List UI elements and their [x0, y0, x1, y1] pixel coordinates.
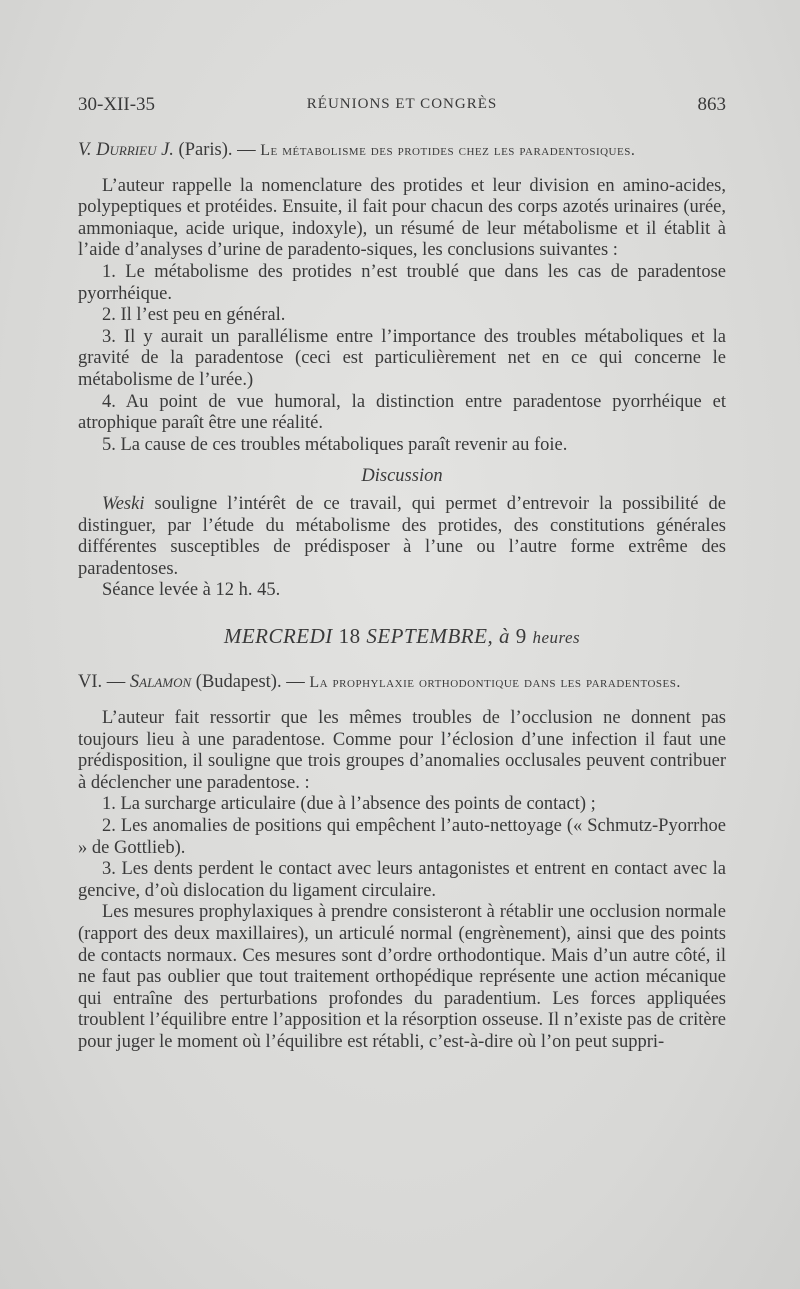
item-5-heading: V. Durrieu J. (Paris). — Le métabolisme des protides chez les paradentosiques. [78, 140, 636, 160]
paragraph-1: L’auteur rappelle la nomenclature des protides et leur division en amino-acides, polypeptiques et protéides. Ensuite, il fait pour chacun des corps azotés urinaires (urée, ammoniaque, acide urique, indoxyle), un résumé de leur métabolisme et il établit à l’aide d’analyses d’urine de paradento-siques, les conclusions suivantes : [78, 175, 726, 261]
conclusion-5: 5. La cause de ces troubles métaboliques paraît revenir au foie. [102, 434, 568, 455]
group-3: 3. Les dents perdent le contact avec leurs antagonistes et entrent en contact avec la gencive, d’où dislocation du ligament circulaire. [78, 859, 726, 901]
discussion-paragraph: Weski souligne l’intérêt de ce travail, qui permet d’entrevoir la possibilité de distinguer, par l’étude du métabolisme des protides, des constitutions générales différentes susceptibles de prédisposer à l’une ou l’autre forme extrême des paradentoses. [78, 493, 726, 579]
discussion-heading: Discussion [361, 466, 443, 487]
conclusion-2: 2. Il l’est peu en général. [102, 305, 286, 326]
day-heading: MERCREDI 18 SEPTEMBRE, à 9 heures [223, 623, 581, 648]
item-6-author: Salamon [129, 672, 192, 693]
page-number: 863 [697, 94, 726, 115]
group-1: 1. La surcharge articulaire (due à l’absence des points de contact) ; [102, 794, 596, 815]
conclusion-3: 3. Il y aurait un parallélisme entre l’importance des troubles métaboliques et la gravité de la paradentose (ceci est particulièrement net en ce qui concerne le métabolisme de l’urée.) [78, 326, 726, 390]
discussion-speaker: Weski [102, 493, 145, 514]
item-6-heading: VI. — Salamon (Budapest). — La prophylaxie orthodontique dans les paradentoses. [78, 672, 681, 693]
paragraph-3: Les mesures prophylaxiques à prendre consisteront à rétablir une occlusion normale (rapport des deux maxillaires), un articulé normal (engrènement), ainsi que des points de contacts normaux. Ces mesures sont d’ordre orthodontique. Mais d’un autre côté, il ne faut pas oublier que tout traitement orthopédique représente une action mécanique qui entraîne des perturbations profondes du paradentium. Les forces appliquées troublent l’équilibre entre l’apposition et la résorption osseuse. Il n’existe pas de critère pour juger le moment où l’équilibre est rétabli, c’est-à-dire où l’on peut suppri- [78, 902, 726, 1052]
running-header [78, 94, 726, 122]
body-text [78, 140, 726, 1054]
item-5-place: (Paris). [178, 140, 233, 160]
header-date: 30-XII-35 [78, 94, 156, 115]
group-2: 2. Les anomalies de positions qui empêchent l’auto-nettoyage (« Schmutz-Pyorrhoe » de Gottlieb). [78, 816, 726, 858]
header-section: RÉUNIONS ET CONGRÈS [306, 96, 498, 112]
seance-closing: Séance levée à 12 h. 45. [102, 580, 281, 601]
paragraph-2: L’auteur fait ressortir que les mêmes troubles de l’occlusion ne donnent pas toujours lieu à une paradentose. Comme pour l’éclosion d’une infection il faut une prédisposition, il souligne que trois groupes d’anomalies occlusales peuvent contribuer à déclencher une paradentose. : [78, 708, 726, 793]
conclusion-1: 1. Le métabolisme des protides n’est troublé que dans les cas de paradentose pyorrhéique. [78, 261, 726, 304]
item-6-place: (Budapest). [195, 672, 282, 693]
item-5-title: Le métabolisme des protides chez les paradentosiques. [260, 142, 636, 159]
item-5-author: Durrieu J. [96, 140, 174, 160]
conclusion-4: 4. Au point de vue humoral, la distinction entre paradentose pyorrhéique et atrophique paraît être une réalité. [78, 391, 726, 434]
item-6-title: La prophylaxie orthodontique dans les paradentoses. [309, 674, 681, 692]
